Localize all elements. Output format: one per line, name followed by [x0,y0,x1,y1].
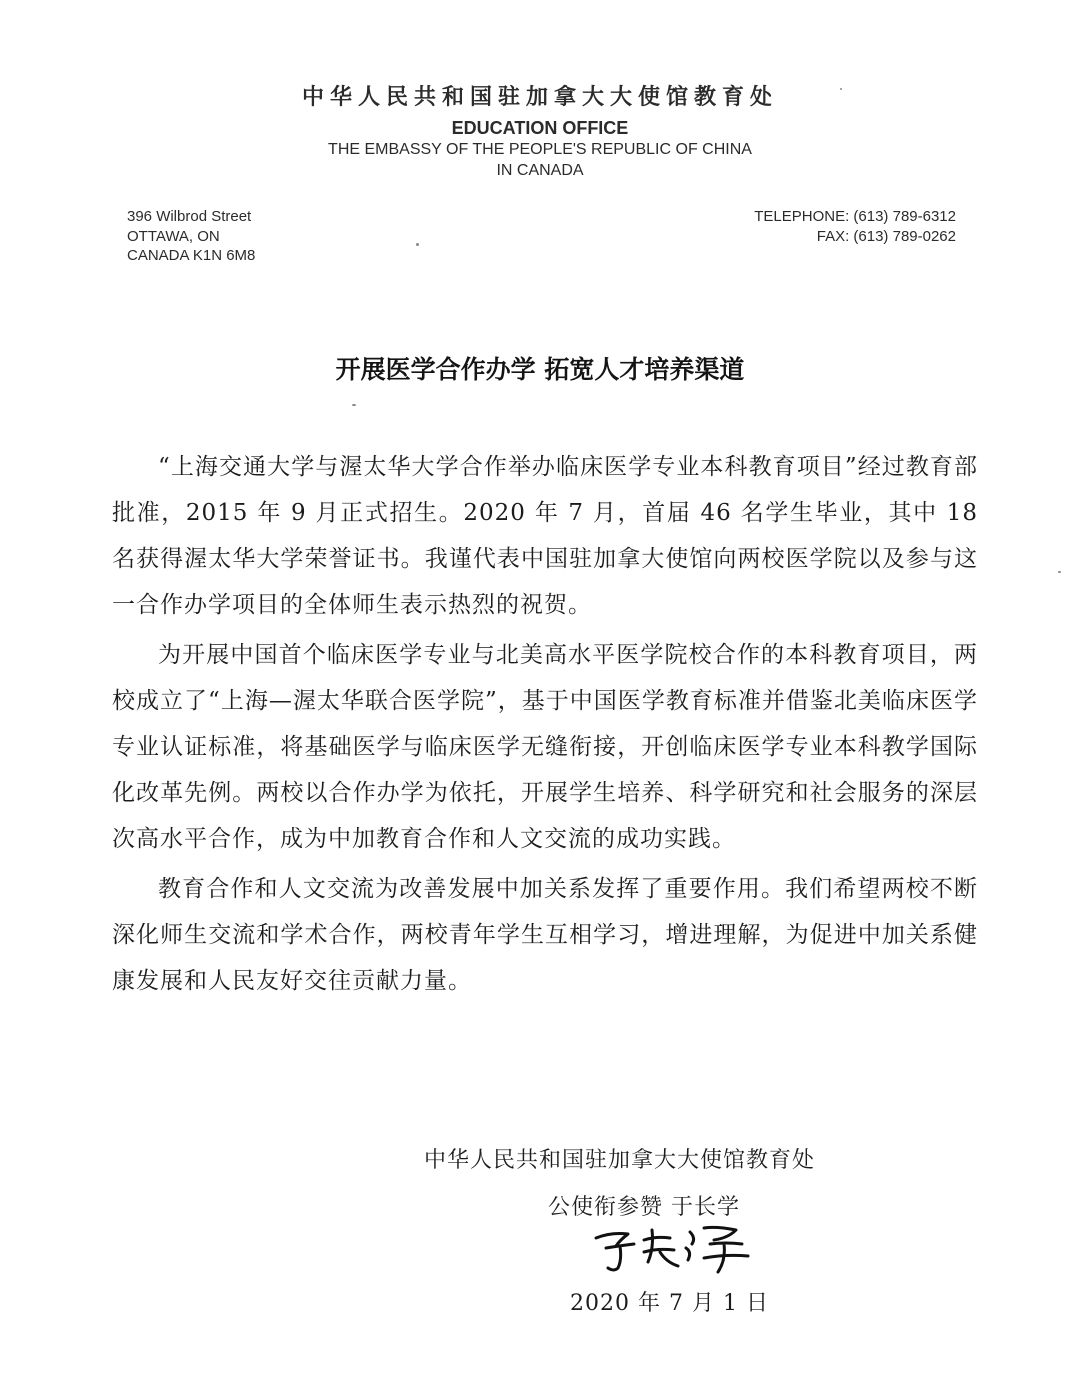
handwritten-signature [586,1218,756,1278]
scan-speck [1058,571,1061,573]
address-street: 396 Wilbrod Street [127,208,252,225]
closing-organization: 中华人民共和国驻加拿大大使馆教育处 [424,1148,816,1173]
scan-speck [352,404,356,406]
address-country-postal: CANADA K1N 6M8 [127,247,256,264]
letterhead-chinese-name: 中华人民共和国驻加拿大大使馆教育处 [301,85,778,110]
education-office-heading: EDUCATION OFFICE [451,118,629,138]
embassy-name-line2: IN CANADA [496,162,584,179]
letter-body [112,444,978,1008]
closing-signatory: 公使衔参赞 于长学 [548,1195,740,1220]
embassy-name-line1: THE EMBASSY OF THE PEOPLE'S REPUBLIC OF CHINA [328,141,752,158]
letterhead-english [0,117,1080,181]
scan-speck [416,243,419,246]
mailing-address [127,207,255,266]
body-paragraph: “上海交通大学与渥太华大学合作举办临床医学专业本科教育项目”经过教育部批准，2015 年 9 月正式招生。2020 年 7 月，首届 46 名学生毕业，其中 18 名获得渥太华大学荣誉证书。我谨代表中国驻加拿大使馆向两校医学院以及参与这一合作办学项目的全体师生表示热烈的祝贺。 [112,454,978,618]
body-paragraph: 教育合作和人文交流为改善发展中加关系发挥了重要作用。我们希望两校不断深化师生交流和学术合作，两校青年学生互相学习，增进理解，为促进中加关系健康发展和人民友好交往贡献力量。 [112,876,978,994]
body-paragraph: 为开展中国首个临床医学专业与北美高水平医学院校合作的本科教育项目，两校成立了“上海—渥太华联合医学院”，基于中国医学教育标准并借鉴北美临床医学专业认证标准，将基础医学与临床医学无缝衔接，开创临床医学专业本科教学国际化改革先例。两校以合作办学为依托，开展学生培养、科学研究和社会服务的深层次高水平合作，成为中加教育合作和人文交流的成功实践。 [112,642,978,852]
fax-number: FAX: (613) 789-0262 [816,228,956,245]
letter-title: 开展医学合作办学 拓宽人才培养渠道 [335,355,745,384]
address-city: OTTAWA, ON [127,227,220,245]
telephone-number: TELEPHONE: (613) 789-6312 [754,208,956,225]
closing-date: 2020 年 7 月 1 日 [570,1291,769,1316]
scan-speck [840,88,842,90]
contact-info [754,207,956,247]
